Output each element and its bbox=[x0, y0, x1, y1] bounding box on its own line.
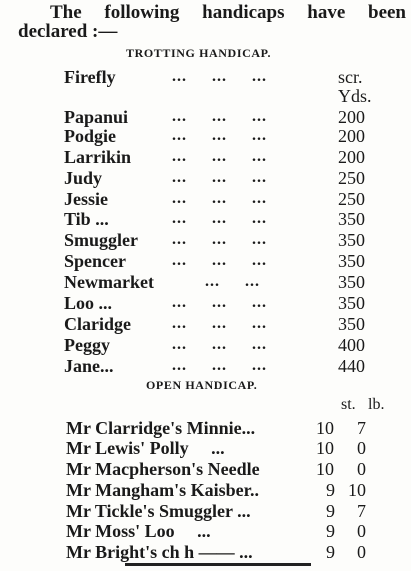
trotting-entry-value: scr. bbox=[338, 67, 363, 87]
open-entry-pounds: 0 bbox=[357, 459, 366, 479]
trotting-entry-value: 350 bbox=[338, 251, 365, 271]
trotting-entry-value: 440 bbox=[338, 356, 365, 376]
trotting-handicap-heading: TROTTING HANDICAP. bbox=[126, 46, 272, 60]
trotting-entry-name: Papanui bbox=[64, 107, 129, 127]
trotting-entry-value: 350 bbox=[338, 272, 365, 292]
trotting-entry-value: 350 bbox=[338, 209, 365, 229]
trotting-entry-leader: ... ... ... bbox=[172, 357, 267, 374]
open-entry-name: Mr Tickle's Smuggler ... bbox=[66, 501, 251, 521]
open-entry-pounds: 0 bbox=[357, 542, 366, 562]
open-entry-stone: 10 bbox=[316, 418, 334, 438]
trotting-entry-leader: ... ... ... bbox=[172, 336, 267, 353]
trotting-entry-name: Jessie bbox=[64, 189, 108, 209]
trotting-entry-leader: ... ... ... bbox=[172, 190, 267, 207]
trotting-entry-name: Claridge bbox=[64, 314, 131, 334]
trotting-entry-name: Firefly bbox=[64, 67, 116, 87]
trotting-entry-leader: ... ... ... bbox=[172, 231, 267, 248]
trotting-entry-leader: ... ... ... bbox=[172, 252, 267, 269]
open-handicap-heading: OPEN HANDICAP. bbox=[146, 378, 258, 392]
open-entry-pounds: 0 bbox=[357, 521, 366, 541]
open-entry-pounds: 7 bbox=[357, 418, 366, 438]
trotting-entry-value: 200 bbox=[338, 107, 365, 127]
open-entry-name: Mr Lewis' Polly ... bbox=[66, 438, 225, 458]
trotting-entry-name: Smuggler bbox=[64, 230, 138, 250]
closing-rule bbox=[125, 563, 311, 566]
open-entry-name: Mr Bright's ch h —— ... bbox=[66, 542, 253, 562]
trotting-entry-value: 350 bbox=[338, 230, 365, 250]
open-entry-stone: 10 bbox=[316, 438, 334, 458]
open-entry-stone: 9 bbox=[326, 480, 335, 500]
trotting-entry-name: Spencer bbox=[64, 251, 126, 271]
trotting-entry-value: 200 bbox=[338, 147, 365, 167]
trotting-entry-value: 250 bbox=[338, 168, 365, 188]
trotting-entry-name: Newmarket bbox=[64, 272, 154, 292]
open-entry-name: Mr Macpherson's Needle bbox=[66, 459, 260, 479]
open-entry-name: Mr Mangham's Kaisber.. bbox=[66, 480, 260, 500]
open-entry-name: Mr Moss' Loo ... bbox=[66, 521, 211, 541]
trotting-entry-leader: ... ... ... bbox=[172, 169, 267, 186]
open-entry-stone: 9 bbox=[326, 521, 335, 541]
trotting-entry-leader: ... ... ... bbox=[172, 210, 267, 227]
trotting-entry-leader: ... ... ... bbox=[172, 127, 267, 144]
trotting-entry-name: Loo ... bbox=[64, 293, 113, 313]
trotting-entry-value: 200 bbox=[338, 126, 365, 146]
open-entry-name: Mr Clarridge's Minnie... bbox=[66, 418, 256, 438]
trotting-entry-value: 400 bbox=[338, 335, 365, 355]
trotting-entry-name: Peggy bbox=[64, 335, 110, 355]
trotting-entry-leader: ... ... ... bbox=[172, 294, 267, 311]
trotting-entry-name: Judy bbox=[64, 168, 103, 188]
open-entry-stone: 9 bbox=[326, 542, 335, 562]
trotting-entry-name: Podgie bbox=[64, 126, 116, 146]
open-col-stone: st. bbox=[341, 396, 356, 413]
trotting-entry-name: Jane... bbox=[64, 356, 114, 376]
open-entry-pounds: 7 bbox=[357, 501, 366, 521]
open-col-pounds: lb. bbox=[368, 396, 385, 413]
open-entry-pounds: 10 bbox=[348, 480, 366, 500]
trotting-entry-leader: ... ... ... bbox=[172, 68, 267, 85]
open-entry-stone: 10 bbox=[316, 459, 334, 479]
open-entry-pounds: 0 bbox=[357, 438, 366, 458]
trotting-entry-name: Larrikin bbox=[64, 147, 132, 167]
trotting-entry-name: Tib ... bbox=[64, 209, 109, 229]
trotting-entry-leader: ... ... ... bbox=[172, 108, 267, 125]
trotting-entry-leader: ... ... ... bbox=[172, 315, 267, 332]
trotting-entry-value: 350 bbox=[338, 293, 365, 313]
intro-line-1: The following handicaps have been bbox=[50, 2, 406, 23]
open-entry-stone: 9 bbox=[326, 501, 335, 521]
trotting-entry-value: 250 bbox=[338, 189, 365, 209]
intro-line-2: declared :— bbox=[18, 21, 118, 42]
trotting-unit-label: Yds. bbox=[338, 86, 372, 106]
trotting-entry-leader: ... ... ... bbox=[172, 148, 267, 165]
trotting-entry-leader: ... ... bbox=[205, 273, 260, 290]
trotting-entry-value: 350 bbox=[338, 314, 365, 334]
